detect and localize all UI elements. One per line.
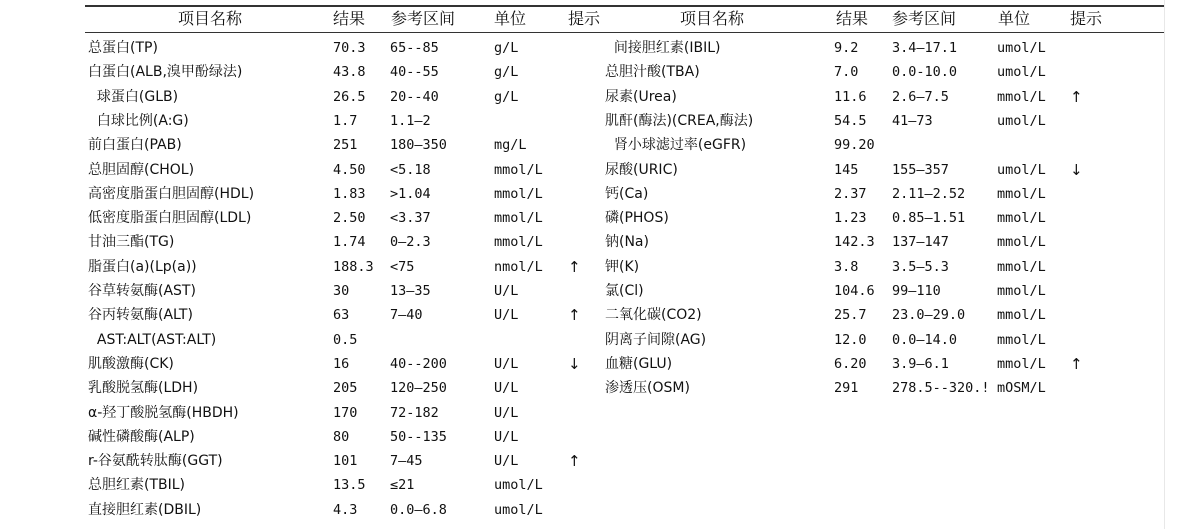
test-result: 1.74 xyxy=(333,234,366,251)
test-unit: U/L xyxy=(494,404,519,421)
reference-range: 23.0—29.0 xyxy=(892,307,966,324)
test-result: 63 xyxy=(333,307,350,324)
reference-range: 3.9—6.1 xyxy=(892,355,949,372)
reference-range: 50--135 xyxy=(390,428,447,445)
test-name: 甘油三酯(TG) xyxy=(88,234,175,251)
test-result: 251 xyxy=(333,137,358,154)
test-result: 101 xyxy=(333,453,358,470)
reference-range: 2.6—7.5 xyxy=(892,88,949,105)
test-result: 11.6 xyxy=(834,88,867,105)
reference-range: <3.37 xyxy=(390,210,431,227)
test-unit: mmol/L xyxy=(494,234,543,251)
test-result: 16 xyxy=(333,355,350,372)
reference-range: 180—350 xyxy=(390,137,447,154)
test-name: 钙(Ca) xyxy=(605,185,649,202)
test-name: 肌酐(酶法)(CREA,酶法) xyxy=(605,112,754,129)
reference-range: <5.18 xyxy=(390,161,431,178)
test-unit: umol/L xyxy=(997,40,1046,56)
test-unit: mmol/L xyxy=(997,331,1046,348)
abnormal-flag: ↑ xyxy=(568,257,581,276)
test-unit: U/L xyxy=(494,283,519,299)
test-name: 尿素(Urea) xyxy=(605,88,677,105)
reference-range: 20--40 xyxy=(390,88,439,105)
test-name: 血糖(GLU) xyxy=(605,355,673,372)
reference-range: 40--55 xyxy=(390,64,439,81)
test-name: AST:ALT(AST:ALT) xyxy=(88,331,217,348)
header-rule xyxy=(85,32,1165,33)
test-name: 白球比例(A:G) xyxy=(88,112,189,129)
test-result: 1.7 xyxy=(333,112,358,129)
test-result: 170 xyxy=(333,404,358,421)
test-unit: mmol/L xyxy=(494,185,543,202)
reference-range: 13—35 xyxy=(390,283,431,299)
test-result: 3.8 xyxy=(834,258,859,275)
test-name: 高密度脂蛋白胆固醇(HDL) xyxy=(88,185,255,202)
test-unit: mmol/L xyxy=(997,307,1046,324)
test-unit: mmol/L xyxy=(997,355,1046,372)
test-result: 54.5 xyxy=(834,112,867,129)
reference-range: 3.5—5.3 xyxy=(892,258,949,275)
test-unit: nmol/L xyxy=(494,258,543,275)
test-result: 70.3 xyxy=(333,40,366,56)
abnormal-flag: ↑ xyxy=(1070,87,1083,106)
test-name: 阴离子间隙(AG) xyxy=(605,331,707,348)
test-unit: U/L xyxy=(494,380,519,397)
reference-range: 2.11—2.52 xyxy=(892,185,966,202)
test-result: 13.5 xyxy=(333,477,366,494)
reference-range: 99—110 xyxy=(892,283,941,299)
test-result: 0.5 xyxy=(333,331,358,348)
test-result: 142.3 xyxy=(834,234,875,251)
test-unit: g/L xyxy=(494,88,519,105)
header-name-right: 项目名称 xyxy=(680,9,745,28)
test-name: 前白蛋白(PAB) xyxy=(88,137,182,154)
test-result: 188.3 xyxy=(333,258,374,275)
test-name: 总胆红素(TBIL) xyxy=(88,477,186,494)
test-name: 渗透压(OSM) xyxy=(605,380,690,397)
test-name: 间接胆红素(IBIL) xyxy=(605,40,721,56)
test-unit: mmol/L xyxy=(997,210,1046,227)
test-result: 25.7 xyxy=(834,307,867,324)
reference-range: 72-182 xyxy=(390,404,439,421)
test-result: 99.20 xyxy=(834,137,875,154)
test-name: 氯(Cl) xyxy=(605,283,644,299)
test-unit: g/L xyxy=(494,64,519,81)
test-unit: mmol/L xyxy=(997,258,1046,275)
test-unit: U/L xyxy=(494,428,519,445)
test-unit: mmol/L xyxy=(997,234,1046,251)
test-result: 80 xyxy=(333,428,350,445)
test-unit: mmol/L xyxy=(494,161,543,178)
test-name: 球蛋白(GLB) xyxy=(88,88,179,105)
test-result: 2.37 xyxy=(834,185,867,202)
abnormal-flag: ↑ xyxy=(1070,354,1083,373)
header-result-right: 结果 xyxy=(836,9,869,28)
test-result: 43.8 xyxy=(333,64,366,81)
test-name: 总胆固醇(CHOL) xyxy=(88,161,195,178)
test-unit: mmol/L xyxy=(997,88,1046,105)
test-unit: umol/L xyxy=(494,501,543,518)
test-name: 钠(Na) xyxy=(605,234,649,251)
test-result: 291 xyxy=(834,380,859,397)
reference-range: 155—357 xyxy=(892,161,949,178)
test-result: 26.5 xyxy=(333,88,366,105)
abnormal-flag: ↑ xyxy=(568,452,581,471)
test-unit: umol/L xyxy=(997,161,1046,178)
reference-range: 0.0-10.0 xyxy=(892,64,958,81)
test-name: 肌酸激酶(CK) xyxy=(88,355,174,372)
test-result: 7.0 xyxy=(834,64,859,81)
abnormal-flag: ↑ xyxy=(568,306,581,325)
test-name: 低密度脂蛋白胆固醇(LDL) xyxy=(88,210,252,227)
test-name: 谷丙转氨酶(ALT) xyxy=(88,307,193,324)
test-name: 碱性磷酸酶(ALP) xyxy=(88,428,195,445)
test-name: 肾小球滤过率(eGFR) xyxy=(605,137,747,154)
header-flag-left: 提示 xyxy=(568,9,601,28)
test-unit: umol/L xyxy=(997,112,1046,129)
reference-range: 40--200 xyxy=(390,355,447,372)
reference-range: <75 xyxy=(390,258,415,275)
test-unit: umol/L xyxy=(997,64,1046,81)
test-unit: mOSM/L xyxy=(997,380,1046,397)
reference-range: 0.85—1.51 xyxy=(892,210,966,227)
abnormal-flag: ↓ xyxy=(1070,160,1083,179)
reference-range: 41—73 xyxy=(892,112,933,129)
reference-range: 3.4—17.1 xyxy=(892,40,958,56)
test-unit: U/L xyxy=(494,307,519,324)
test-result: 9.2 xyxy=(834,40,859,56)
test-result: 6.20 xyxy=(834,355,867,372)
header-unit-right: 单位 xyxy=(998,9,1031,28)
test-name: 直接胆红素(DBIL) xyxy=(88,501,202,518)
test-unit: mg/L xyxy=(494,137,527,154)
test-unit: mmol/L xyxy=(997,283,1046,299)
test-name: 尿酸(URIC) xyxy=(605,161,678,178)
test-name: 白蛋白(ALB,溴甲酚绿法) xyxy=(88,64,243,81)
test-result: 12.0 xyxy=(834,331,867,348)
test-name: α-羟丁酸脱氢酶(HBDH) xyxy=(88,404,239,421)
page-edge xyxy=(1164,0,1165,529)
header-range-right: 参考区间 xyxy=(892,9,957,28)
reference-range: 0—2.3 xyxy=(390,234,431,251)
reference-range: 0.0—14.0 xyxy=(892,331,958,348)
reference-range: 120—250 xyxy=(390,380,447,397)
test-unit: U/L xyxy=(494,355,519,372)
reference-range: 65--85 xyxy=(390,40,439,56)
test-result: 1.83 xyxy=(333,185,366,202)
reference-range: >1.04 xyxy=(390,185,431,202)
reference-range: 7—45 xyxy=(390,453,423,470)
test-name: 总蛋白(TP) xyxy=(88,40,158,56)
test-result: 4.50 xyxy=(333,161,366,178)
header-range-left: 参考区间 xyxy=(391,9,456,28)
test-name: r-谷氨酰转肽酶(GGT) xyxy=(88,453,223,470)
test-name: 磷(PHOS) xyxy=(605,210,669,227)
reference-range: 137—147 xyxy=(892,234,949,251)
test-name: 乳酸脱氢酶(LDH) xyxy=(88,380,199,397)
header-result-left: 结果 xyxy=(333,9,366,28)
reference-range: 7—40 xyxy=(390,307,423,324)
test-unit: U/L xyxy=(494,453,519,470)
header-unit-left: 单位 xyxy=(494,9,527,28)
reference-range: 1.1—2 xyxy=(390,112,431,129)
test-unit: umol/L xyxy=(494,477,543,494)
abnormal-flag: ↓ xyxy=(568,354,581,373)
test-unit: mmol/L xyxy=(494,210,543,227)
header-flag-right: 提示 xyxy=(1070,9,1103,28)
test-name: 钾(K) xyxy=(605,258,640,275)
test-result: 2.50 xyxy=(333,210,366,227)
test-name: 总胆汁酸(TBA) xyxy=(605,64,700,81)
test-result: 1.23 xyxy=(834,210,867,227)
reference-range: ≤21 xyxy=(390,477,415,494)
test-result: 104.6 xyxy=(834,283,875,299)
test-name: 二氧化碳(CO2) xyxy=(605,307,702,324)
reference-range: 278.5--320.! xyxy=(892,380,990,397)
test-result: 205 xyxy=(333,380,358,397)
header-name-left: 项目名称 xyxy=(178,9,243,28)
test-result: 145 xyxy=(834,161,859,178)
test-unit: g/L xyxy=(494,40,519,56)
test-unit: mmol/L xyxy=(997,185,1046,202)
test-result: 30 xyxy=(333,283,350,299)
reference-range: 0.0—6.8 xyxy=(390,501,447,518)
test-name: 谷草转氨酶(AST) xyxy=(88,283,196,299)
test-result: 4.3 xyxy=(333,501,358,518)
test-name: 脂蛋白(a)(Lp(a)) xyxy=(88,258,197,275)
